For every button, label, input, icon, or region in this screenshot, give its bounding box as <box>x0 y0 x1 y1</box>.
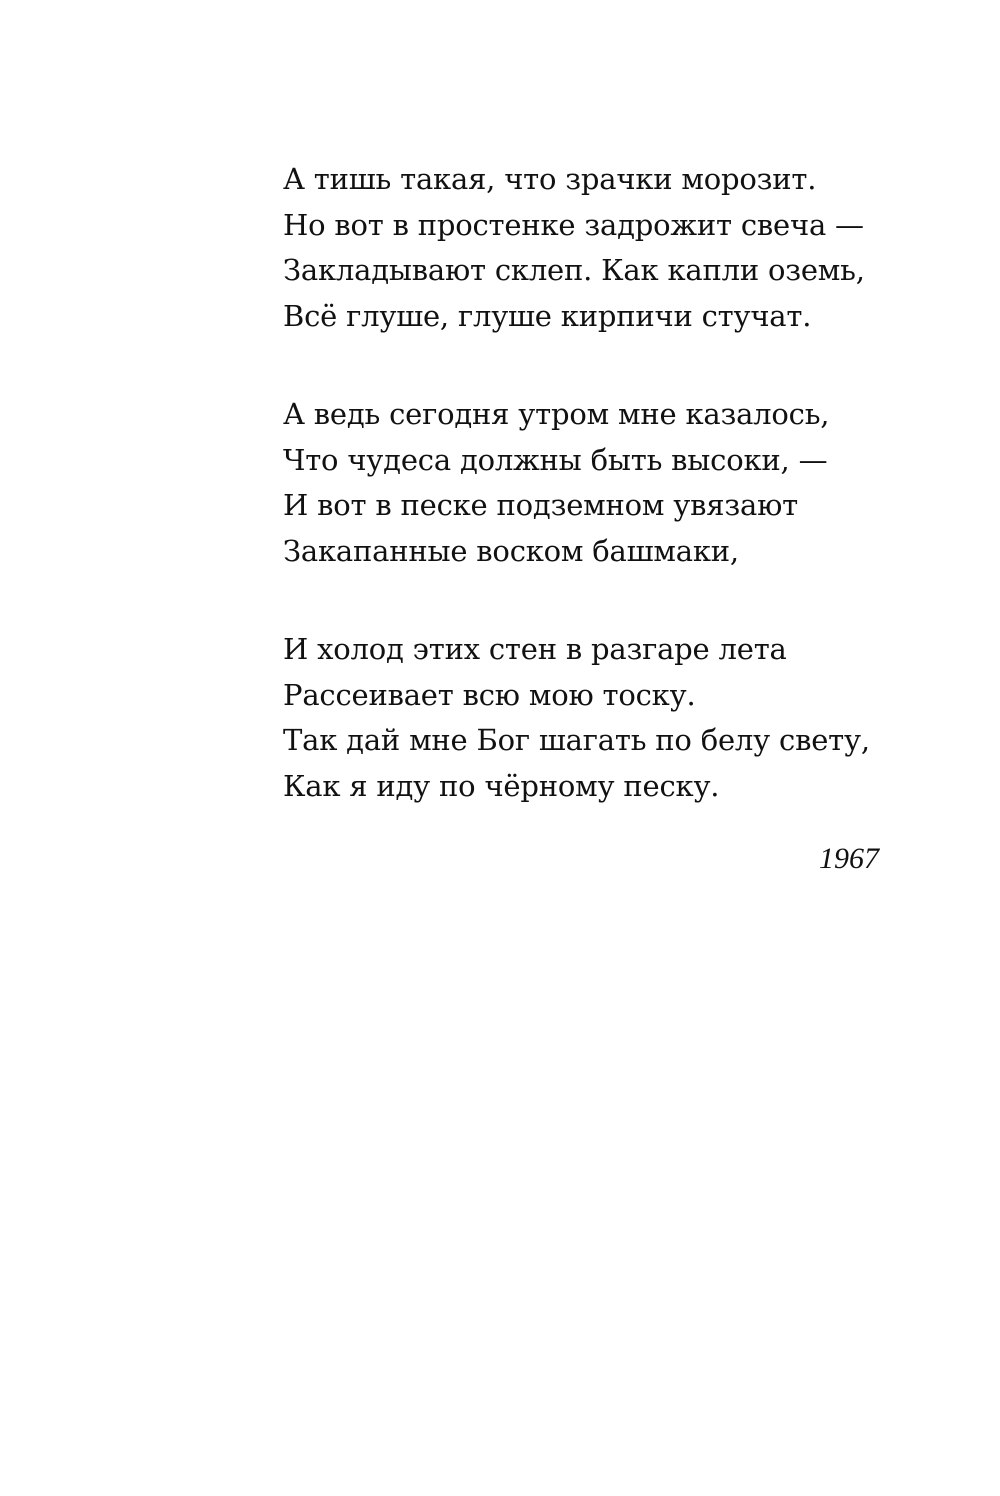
stanza-2 <box>283 392 923 574</box>
poem-line: Что чудеса должны быть высоки, — <box>283 442 828 477</box>
poem-line: Так дай мне Бог шагать по белу свету, <box>283 723 870 757</box>
poem-line: И холод этих стен в разгаре лета <box>283 632 787 666</box>
poem-line: И вот в песке подземном увязают <box>283 488 798 522</box>
poem-line: Но вот в простенке задрожит свеча — <box>283 207 864 242</box>
poem-line: Закладывают склеп. Как капли оземь, <box>283 253 865 287</box>
poem-line: Рассеивает всю мою тоску. <box>283 677 696 712</box>
poem-line: А тишь такая, что зрачки морозит. <box>283 162 817 196</box>
poem-line: Как я иду по чёрному песку. <box>283 768 720 803</box>
stanza-3 <box>283 627 923 809</box>
poem-date: 1967 <box>819 842 879 875</box>
poem-line: А ведь сегодня утром мне казалось, <box>283 397 830 431</box>
poem-line: Закапанные воском башмаки, <box>283 533 739 568</box>
poem-line: Всё глуше, глуше кирпичи стучат. <box>283 298 812 333</box>
poem-text <box>283 157 923 809</box>
stanza-1 <box>283 157 923 339</box>
